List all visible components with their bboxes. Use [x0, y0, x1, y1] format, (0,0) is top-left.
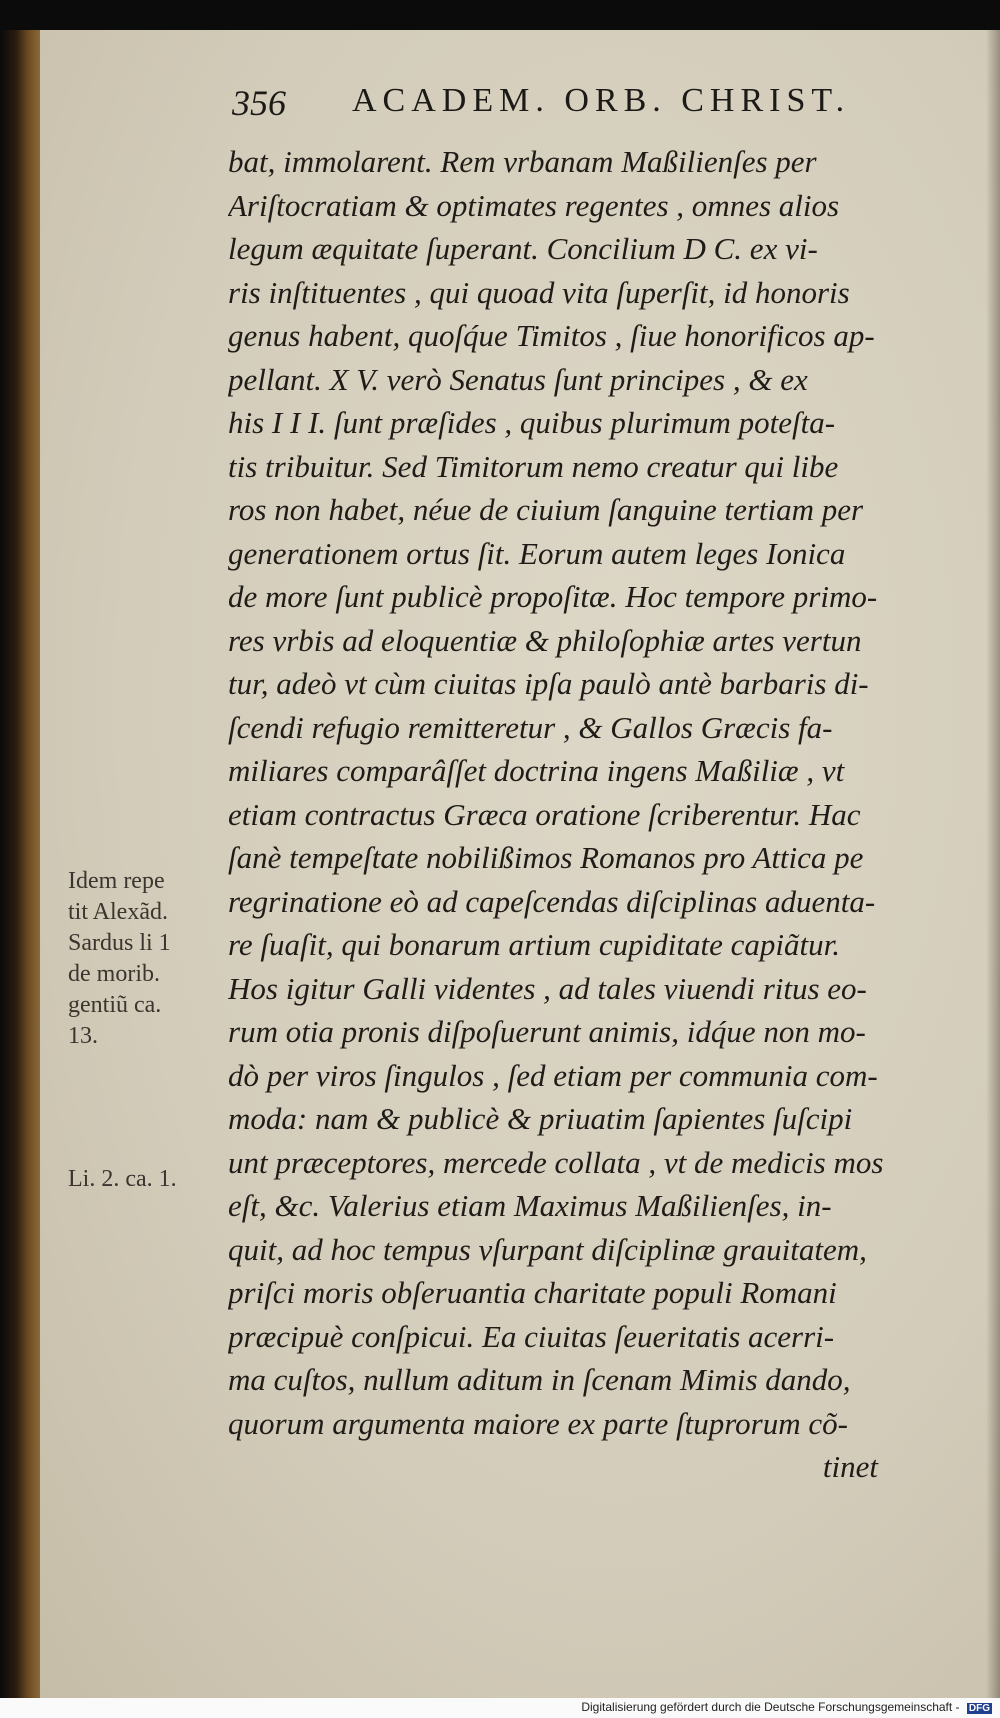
text-line: tis tribuitur. Sed Timitorum nemo creatur qui libe [228, 448, 839, 484]
text-line: priſci moris obſeruantia charitate populi Romani [228, 1275, 837, 1310]
marginal-note-line: Sardus li 1 [68, 930, 171, 956]
text-line: legum æquitate ſuperant. Concilium D C. ex vi- [228, 231, 818, 266]
page-number: 356 [232, 83, 286, 123]
text-line: dò per viros ſingulos , ſed etiam per communia com- [228, 1057, 878, 1093]
page-edge-shadow [986, 30, 1000, 1700]
book-binding [0, 30, 40, 1698]
text-line: ris inſtituentes , qui quoad vita ſuperſit, id honoris [228, 274, 850, 310]
text-line: de more ſunt publicè propoſitæ. Hoc tempore primo- [228, 579, 878, 614]
text-line: quorum argumenta maiore ex parte ſtuprorum cõ- [228, 1405, 848, 1441]
text-line: generationem ortus ſit. Eorum autem leges Ionica [228, 535, 846, 571]
marginal-note-line: de morib. [68, 961, 160, 987]
text-line: miliares comparâſſet doctrina ingens Maßiliæ , vt [228, 753, 845, 788]
text-line: præcipuè conſpicui. Ea ciuitas ſeueritatis acerri- [228, 1318, 835, 1354]
text-line: his I I I. ſunt præſides , quibus plurimum poteſta- [228, 405, 836, 440]
text-line: genus habent, quoſq́ue Timitos , ſiue honorificos ap- [228, 318, 875, 353]
text-line: tur, adeò vt cùm ciuitas ipſa paulò antè barbaris di- [228, 666, 869, 701]
dfg-logo: DFG [968, 1703, 990, 1714]
marginal-note-line: Li. 2. ca. 1. [68, 1166, 177, 1192]
text-line: etiam contractus Græca oratione ſcriberentur. Hac [228, 796, 861, 832]
text-line: ma cuſtos, nullum aditum in ſcenam Mimis dando, [228, 1362, 851, 1397]
text-line: unt præceptores, mercede collata , vt de medicis mos [228, 1144, 884, 1180]
footer-credit-text: Digitalisierung gefördert durch die Deutsche Forschungsgemeinschaft - [581, 1700, 960, 1714]
text-line: rum otia pronis diſpoſuerunt animis, idq́ue non mo- [228, 1014, 866, 1049]
text-line: ſanè tempeſtate nobilißimos Romanos pro Attica pe [228, 840, 864, 875]
text-line: Hos igitur Galli videntes , ad tales viuendi ritus eo- [228, 970, 867, 1006]
text-line: regrinatione eò ad capeſcendas diſciplinas aduenta- [228, 883, 876, 919]
footer-credit [581, 1700, 992, 1714]
text-line: re ſuaſit, qui bonarum artium cupiditate capiãtur. [228, 927, 840, 962]
text-line: pellant. X V. verò Senatus ſunt principes , & ex [228, 361, 808, 397]
running-head: ACADEM. ORB. CHRIST. [352, 82, 851, 119]
text-line: ros non habet, néue de ciuium ſanguine tertiam per [228, 492, 864, 527]
text-line: tinet [822, 1449, 878, 1484]
marginal-note [68, 866, 248, 1052]
text-line: eſt, &c. Valerius etiam Maximus Maßilienſes, in- [228, 1188, 832, 1223]
text-line: bat, immolarent. Rem vrbanam Maßilienſes per [228, 144, 817, 179]
text-line: ſcendi refugio remitteretur , & Gallos Græcis fa- [228, 709, 833, 745]
marginal-note [68, 1164, 248, 1195]
page-header [232, 82, 892, 142]
marginal-note-line: 13. [68, 1023, 98, 1049]
text-line: quit, ad hoc tempus vſurpant diſciplinæ grauitatem, [228, 1231, 867, 1267]
marginal-note-line: gentiũ ca. [68, 992, 162, 1018]
text-line: Ariſtocratiam & optimates regentes , omnes alios [228, 187, 840, 223]
main-text-block [228, 140, 918, 1489]
marginal-note-line: Idem repe [68, 868, 165, 894]
text-line: moda: nam & publicè & priuatim ſapientes ſuſcipi [228, 1101, 853, 1136]
marginal-note-line: tit Alexãd. [68, 899, 168, 925]
text-line: res vrbis ad eloquentiæ & philoſophiæ artes vertun [228, 622, 862, 658]
digitization-footer [0, 1698, 1000, 1718]
